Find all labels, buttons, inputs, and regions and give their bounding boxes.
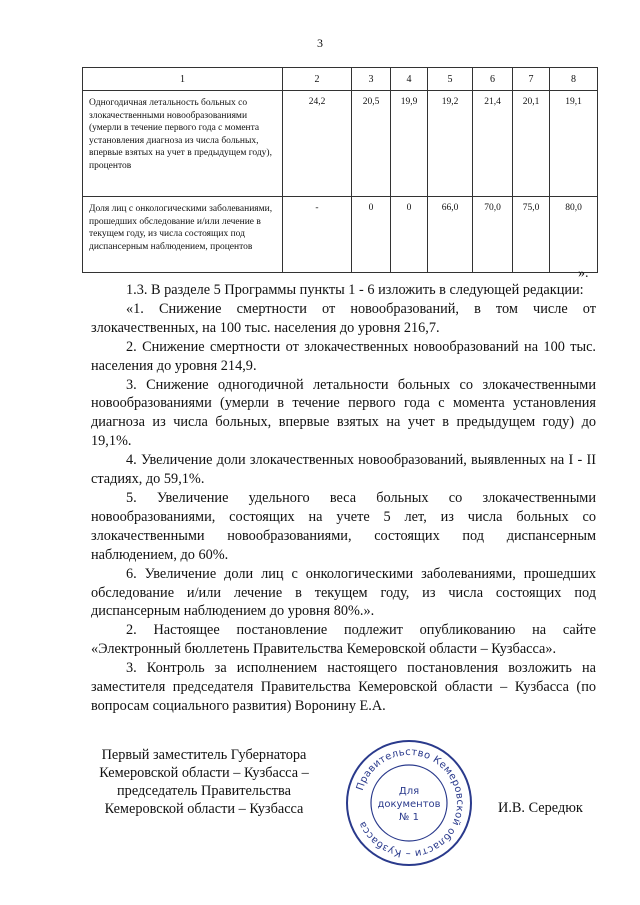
table-header-row bbox=[83, 68, 598, 91]
table-row bbox=[83, 197, 598, 273]
signatory-position bbox=[86, 746, 322, 818]
paragraph: 5. Увеличение удельного веса больных со злокачественными новообразованиями, состоящих на учете 5 лет, из числа больных со злокачественными новообразованиями, состоящих под диспансерным наблюдением, до 60%. bbox=[91, 489, 596, 563]
table-header-cell: 5 bbox=[428, 68, 473, 91]
stamp-center-line: № 1 bbox=[399, 812, 419, 823]
paragraph: 6. Увеличение доли лиц с онкологическими заболеваниями, прошедших обследование и/или лечение в текущем году, из числа состоящих под диспансерным наблюдением до уровня 80%.». bbox=[91, 565, 596, 620]
stamp-ring-text: Правительство Кемеровской области – Кузбасса bbox=[354, 746, 466, 860]
table-header-cell: 3 bbox=[352, 68, 391, 91]
table-cell: 20,5 bbox=[352, 91, 391, 197]
table-cell: 75,0 bbox=[513, 197, 550, 273]
document-body bbox=[91, 281, 596, 716]
table-cell: 0 bbox=[391, 197, 428, 273]
table-cell: 70,0 bbox=[473, 197, 513, 273]
table-cell: 0 bbox=[352, 197, 391, 273]
position-line: Первый заместитель Губернатора bbox=[101, 747, 307, 763]
table-cell: 24,2 bbox=[283, 91, 352, 197]
paragraph: 3. Контроль за исполнением настоящего постановления возложить на заместителя председателя Правительства Кемеровской области – Кузбасса (по вопросам социального развития) Воронину Е.А. bbox=[91, 660, 596, 714]
table-header-cell: 7 bbox=[513, 68, 550, 91]
table-cell: 19,1 bbox=[550, 91, 598, 197]
row-label: Доля лиц с онкологическими заболеваниями, прошедших обследование и/или лечение в текущем году, из числа состоящих под диспансерным наблюдением, процентов bbox=[83, 197, 283, 273]
table-cell: 21,4 bbox=[473, 91, 513, 197]
paragraph: 3. Снижение одногодичной летальности больных со злокачественными новообразованиями (умерли в течение первого года с момента установления диагноза из числа больных, впервые взятых на учет в предыдущем году) до 19,1%. bbox=[91, 376, 596, 450]
table-cell: 20,1 bbox=[513, 91, 550, 197]
position-line: Кемеровской области – Кузбасса – bbox=[99, 765, 309, 781]
position-line: Кемеровской области – Кузбасса bbox=[104, 801, 304, 817]
paragraph: 2. Снижение смертности от злокачественных новообразований на 100 тыс. населения до уровня 214,9. bbox=[91, 338, 596, 374]
table-header-cell: 6 bbox=[473, 68, 513, 91]
table-cell: 19,2 bbox=[428, 91, 473, 197]
table-header-cell: 2 bbox=[283, 68, 352, 91]
position-line: председатель Правительства bbox=[117, 783, 291, 799]
stamp-center-line: Для bbox=[398, 786, 420, 797]
row-label: Одногодичная летальность больных со злокачественными новообразованиями (умерли в течение первого года с момента установления диагноза из числа больных, впервые взятых на учет в предыдущем году), процентов bbox=[83, 91, 283, 197]
table-row bbox=[83, 91, 598, 197]
paragraph: 2. Настоящее постановление подлежит опубликованию на сайте «Электронный бюллетень Правительства Кемеровской области – Кузбасса». bbox=[91, 622, 596, 658]
table-closing-quote: ». bbox=[578, 266, 589, 281]
signatory-name: И.В. Середюк bbox=[498, 800, 583, 816]
page-number: 3 bbox=[317, 36, 323, 50]
stamp-center-line: документов bbox=[377, 799, 441, 810]
table-cell: 19,9 bbox=[391, 91, 428, 197]
table-header-cell: 8 bbox=[550, 68, 598, 91]
table-cell: - bbox=[283, 197, 352, 273]
indicator-table bbox=[82, 67, 598, 273]
paragraph: 4. Увеличение доли злокачественных новообразований, выявленных на I - II стадиях, до 59,1%. bbox=[91, 452, 596, 488]
table-header-cell: 1 bbox=[83, 68, 283, 91]
official-stamp bbox=[344, 738, 474, 868]
table-cell: 80,0 bbox=[550, 197, 598, 273]
paragraph: «1. Снижение смертности от новообразований, в том числе от злокачественных, на 100 тыс. населения до уровня 216,7. bbox=[91, 300, 596, 336]
table-cell: 66,0 bbox=[428, 197, 473, 273]
paragraph: 1.3. В разделе 5 Программы пункты 1 - 6 изложить в следующей редакции: bbox=[126, 282, 584, 298]
table-header-cell: 4 bbox=[391, 68, 428, 91]
